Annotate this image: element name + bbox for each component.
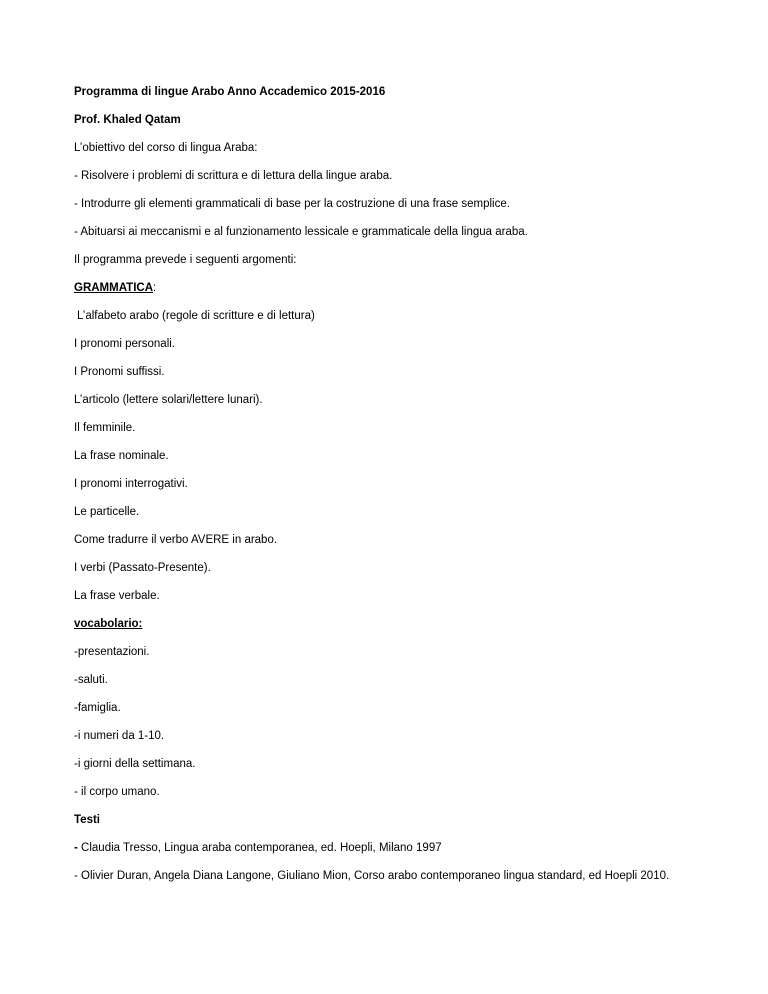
vocabulary-item: - il corpo umano. <box>74 786 160 798</box>
grammar-item: Come tradurre il verbo AVERE in arabo. <box>74 534 278 546</box>
text-reference <box>74 869 669 883</box>
grammar-item: La frase verbale. <box>74 590 160 602</box>
document-title: Programma di lingue Arabo Anno Accademico 2015-2016 <box>74 86 386 98</box>
grammar-item: Il femminile. <box>74 422 136 434</box>
grammar-item: L’alfabeto arabo (regole di scritture e di lettura) <box>77 310 315 322</box>
vocabulary-item: -presentazioni. <box>74 646 150 658</box>
program-intro: Il programma prevede i seguenti argomenti: <box>74 254 297 266</box>
objective-heading: L’obiettivo del corso di lingua Araba: <box>74 142 258 154</box>
vocabulary-item: -famiglia. <box>74 702 121 714</box>
vocabulary-item: -i numeri da 1-10. <box>74 730 165 742</box>
grammar-item: I pronomi interrogativi. <box>74 478 188 490</box>
grammar-item: I pronomi personali. <box>74 338 175 350</box>
texts-heading: Testi <box>74 814 100 826</box>
grammar-item: I Pronomi suffissi. <box>74 366 165 378</box>
grammar-item: L’articolo (lettere solari/lettere lunari). <box>74 394 263 406</box>
text-reference-dash: - <box>74 842 78 854</box>
professor-name: Prof. Khaled Qatam <box>74 114 181 126</box>
vocabulary-item: -saluti. <box>74 674 108 686</box>
grammar-heading-colon: : <box>153 282 157 294</box>
grammar-item: I verbi (Passato-Presente). <box>74 562 211 574</box>
grammar-item: La frase nominale. <box>74 450 169 462</box>
text-reference-dash: - <box>74 870 78 882</box>
text-reference-content: Claudia Tresso, Lingua araba contemporanea, ed. Hoepli, Milano 1997 <box>77 842 442 854</box>
vocabulary-item: -i giorni della settimana. <box>74 758 196 770</box>
grammar-item: Le particelle. <box>74 506 140 518</box>
text-reference <box>74 841 442 855</box>
objective-item: - Risolvere i problemi di scrittura e di lettura della lingue araba. <box>74 170 393 182</box>
objective-item: - Abituarsi ai meccanismi e al funzionamento lessicale e grammaticale della lingua araba. <box>74 226 528 238</box>
grammar-heading: GRAMMATICA <box>74 282 153 294</box>
objective-item: - Introdurre gli elementi grammaticali di base per la costruzione di una frase semplice. <box>74 198 510 210</box>
grammar-heading-line <box>74 281 156 295</box>
text-reference-content: Olivier Duran, Angela Diana Langone, Giuliano Mion, Corso arabo contemporaneo lingua standard, ed Hoepli 2010. <box>77 870 670 882</box>
vocabulary-heading: vocabolario: <box>74 618 143 630</box>
